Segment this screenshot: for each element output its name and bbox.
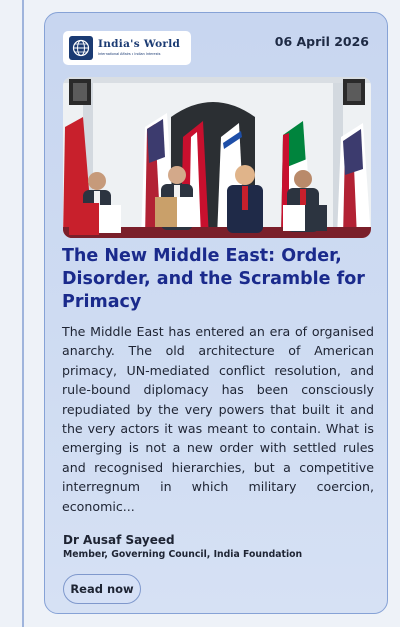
article-headline[interactable]: The New Middle East: Order, Disorder, and the Scramble for Primacy <box>62 246 365 312</box>
timeline-rail <box>22 0 24 627</box>
article-image[interactable] <box>63 77 371 238</box>
logo-name: India's World <box>98 38 181 51</box>
author-role: Member, Governing Council, India Foundation <box>63 549 303 560</box>
publication-logo[interactable] <box>63 31 191 65</box>
globe-emblem-icon <box>69 36 93 60</box>
read-now-button[interactable]: Read now <box>63 574 141 604</box>
article-card[interactable] <box>44 12 388 614</box>
publish-date: 06 April 2026 <box>274 34 369 49</box>
author-name: Dr Ausaf Sayeed <box>63 533 175 547</box>
logo-tagline: International Affairs • Indian Interests <box>98 51 161 56</box>
article-summary: The Middle East has entered an era of organised anarchy. The old architecture of American primacy, UN-mediated conflict resolution, and rule-bound diplomacy has been consciously repudiated by the very powers that built it and the very actors it was meant to contain. What is emerging is not a new order with settled rules and recognised hierarchies, but a competitive interregnum in which military coercion, economic... <box>62 324 374 514</box>
photo-illustration-icon <box>63 77 371 238</box>
